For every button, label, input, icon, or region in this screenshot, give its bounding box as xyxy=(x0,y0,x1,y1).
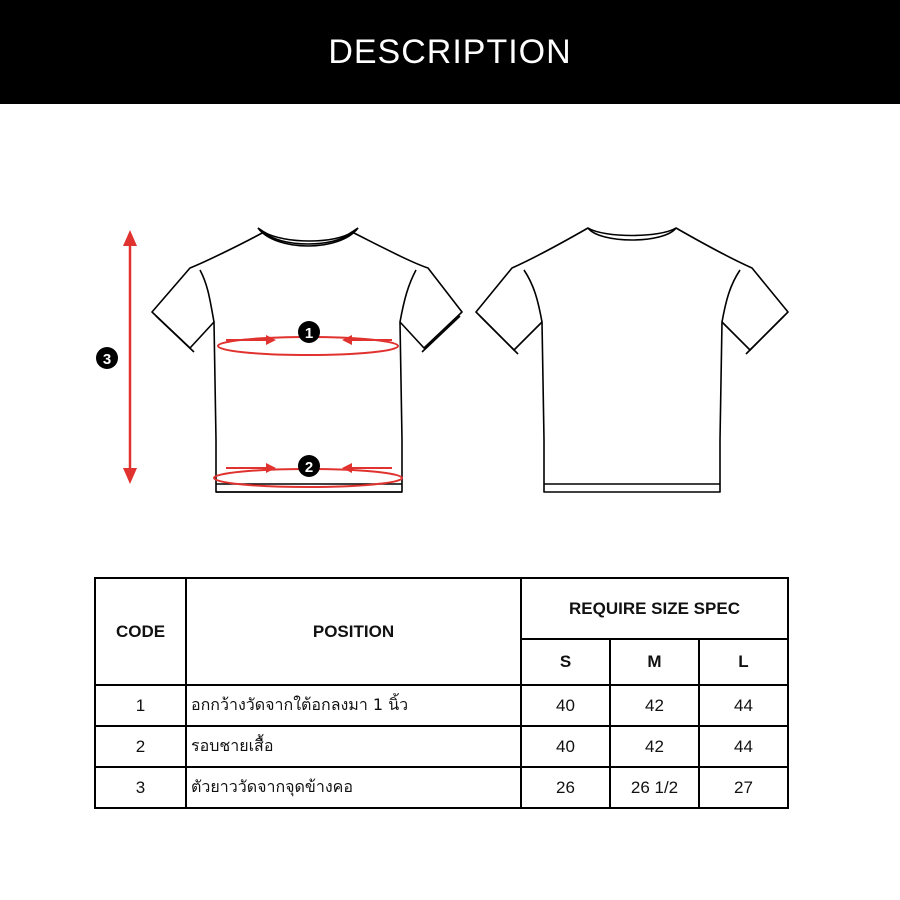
tshirt-front-icon xyxy=(152,228,462,492)
size-s-header: S xyxy=(521,639,610,685)
row-value-l: 44 xyxy=(699,726,788,767)
tshirt-back-icon xyxy=(476,228,788,492)
row-code: 2 xyxy=(95,726,186,767)
size-l-header: L xyxy=(699,639,788,685)
marker-2: 2 xyxy=(304,459,314,476)
size-m-header: M xyxy=(610,639,699,685)
row-position: อกกว้างวัดจากใต้อกลงมา 1 นิ้ว xyxy=(186,685,521,726)
row-value-s: 26 xyxy=(521,767,610,808)
row-code: 3 xyxy=(95,767,186,808)
row-value-m: 42 xyxy=(610,685,699,726)
measurement-diagram xyxy=(0,104,900,554)
row-code: 1 xyxy=(95,685,186,726)
table-row xyxy=(95,767,788,808)
table-row xyxy=(95,726,788,767)
marker-3: 3 xyxy=(102,351,112,368)
position-header: POSITION xyxy=(186,578,521,685)
row-value-m: 42 xyxy=(610,726,699,767)
row-position: รอบชายเสื้อ xyxy=(186,726,521,767)
row-value-s: 40 xyxy=(521,726,610,767)
row-value-s: 40 xyxy=(521,685,610,726)
code-header: CODE xyxy=(95,578,186,685)
row-value-l: 27 xyxy=(699,767,788,808)
page-header xyxy=(0,0,900,104)
table-row xyxy=(95,685,788,726)
length-measurement xyxy=(96,230,137,484)
size-spec-table xyxy=(94,577,789,809)
size-spec-header: REQUIRE SIZE SPEC xyxy=(521,578,788,639)
row-value-l: 44 xyxy=(699,685,788,726)
row-position: ตัวยาววัดจากจุดข้างคอ xyxy=(186,767,521,808)
marker-1: 1 xyxy=(304,325,314,342)
page-title: DESCRIPTION xyxy=(328,32,572,71)
row-value-m: 26 1/2 xyxy=(610,767,699,808)
